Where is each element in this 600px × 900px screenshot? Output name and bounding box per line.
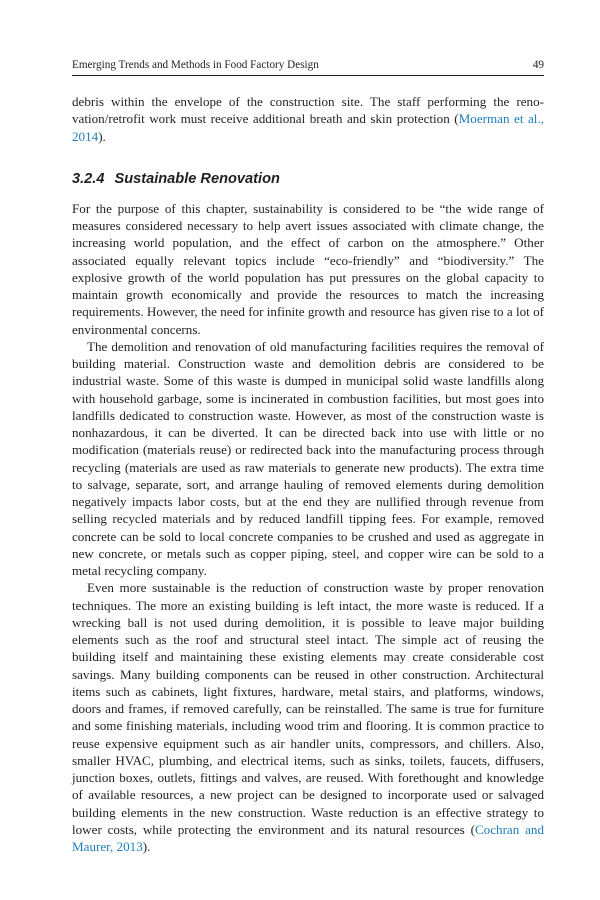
citation-link-cochran[interactable]: Cochran and Maurer, 2013 xyxy=(72,821,544,854)
section-heading xyxy=(72,170,544,188)
citation-link-moerman[interactable]: Moerman et al., 2014 xyxy=(72,111,544,144)
section-number: 3.2.4 xyxy=(72,170,105,187)
paragraph-sustainability-definition: For the purpose of this chapter, sustainability is considered to be “the wide range of measures considered necessary to help avert issues associated with climate change, the increasing world population, and the effect of carbon on the atmosphere.” Other associated equally relevant topics include “eco-friendly” and “biodiversity.” The explosive growth of the world population has put pressures on the global capacity to maintain growth economically and provide the resources to match the increasing requirements. However, the need for infinite growth and resource has given rise to a lot of environmental concerns. xyxy=(72,200,544,337)
running-head xyxy=(72,58,544,72)
running-title: Emerging Trends and Methods in Food Factory Design xyxy=(72,59,319,71)
paragraph-waste-reduction: Even more sustainable is the reduction of construction waste by proper renovation techniques. The more an existing building is left intact, the more waste is reduced. If a wrecking ball is not used during demolition, it is possible to leave major building elements such as the roof and structural steel intact. The simple act of reusing the building itself and maintaining these existing elements may create considerable cost savings. Many building components can be reused in other construction. Architectural items such as cabinets, light fixtures, hardware, metal stairs, and platforms, windows, doors and frames, if removed carefully, can be reinstalled. The same is true for furniture and some finishing materials, including wood trim and flooring. It is common practice to reuse expensive equipment such as air handler units, compressors, and chillers. Also, smaller HVAC, plumbing, and electrical items, such as sinks, toilets, faucets, diffusers, junction boxes, outlets, fittings and valves, are reused. With forethought and knowledge of available resources, a new project can be designed to incorporate used or salvaged building elements in the new construction. Waste reduction is an effective strategy to lower costs, while protecting the environment and its natural resources (Cochran and Maurer, 2013). xyxy=(72,580,544,854)
carryover-paragraph: debris within the envelope of the construction site. The staff performing the renovation/retrofit work must receive additional breath and skin protection (Moerman et al., 2014). xyxy=(72,94,544,144)
page-number: 49 xyxy=(532,59,544,71)
section-title: Sustainable Renovation xyxy=(114,170,280,187)
header-rule xyxy=(72,75,544,76)
body-text xyxy=(72,93,544,855)
paragraph-demolition-waste: The demolition and renovation of old manufacturing facilities requires the removal of building material. Construction waste and demolition debris are considered to be industrial waste. Some of this waste is dumped in municipal solid waste landfills along with household garbage, some is incinerated in combustion facilities, but most goes into landfills dedicated to construction waste. However, as most of the construction waste is nonhazardous, it can be diverted. It can be directed back into use with little or no modification (materials reuse) or redirected back into the manufacturing process through recycling (materials are used as raw materials to generate new products). The extra time to salvage, separate, sort, and arrange hauling of removed elements during demolition negatively impacts labor costs, but at the end they are nullified through revenue from selling recycled materials and by reduced landfill tipping fees. For example, removed concrete can be sold to local concrete companies to be crushed and used as aggregate in new concrete, or metals such as copper piping, steel, and copper wire can be sold to a metal recycling company. xyxy=(72,338,544,578)
